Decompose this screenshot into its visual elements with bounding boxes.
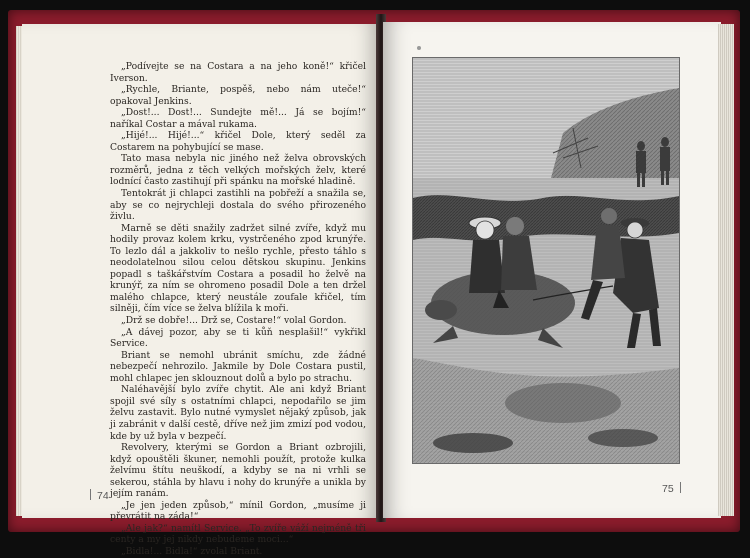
page-number-rule	[90, 489, 91, 500]
paragraph: „Je jen jeden způsob,“ mínil Gordon, „musíme ji převrátit na záda!“	[110, 499, 366, 523]
paragraph: „A dávej pozor, aby se ti kůň nesplašil!“ vykřikl Service.	[110, 326, 366, 350]
paragraph: „Hijé!... Hijé!...“ křičel Dole, který seděl za Costarem na pohybující se mase.	[110, 130, 366, 153]
paragraph: „Dost!... Dost!... Sundejte mě!... Já se bojím!“ naříkal Costar a mával rukama.	[110, 107, 366, 130]
paragraph: „Drž se dobře!... Drž se, Costare!“ volal Gordon.	[121, 315, 347, 327]
left-page-number-text: 74	[97, 490, 109, 502]
paragraph: „Rychle, Briante, pospěš, nebo nám uteče!“ opakoval Jenkins.	[110, 84, 366, 107]
left-page-text	[110, 61, 366, 558]
right-page-number	[662, 482, 681, 495]
right-page-number-text: 75	[662, 483, 674, 495]
paragraph: Revolvery, kterými se Gordon a Briant ozbrojili, když opouštěli škuner, nemohli použít, protože kulka želvímu štítu neuškodí, a kdyby se na ni vrhli se sekerou, stáhla by hlavu i nohy do krunýře a unikla by jejím ranám.	[110, 442, 366, 500]
turtle-illustration	[412, 57, 680, 464]
paragraph: Tentokrát ji chlapci zastihli na pobřeží a snažila se, aby se co nejrychleji dostala do svého přirozeného živlu.	[110, 188, 366, 223]
paragraph: Naléhavější bylo zvíře chytit. Ale ani když Briant spojil své síly s ostatními chlapci, nepodařilo se jim želvu zastavit. Bylo nutné vymyslet nějaký způsob, jak ji zabránit v další cestě, dříve než jim zmizí pod vodou, kde by už byla v bezpečí.	[110, 384, 366, 442]
paragraph: „Podívejte se na Costara a na jeho koně!“ křičel Iverson.	[110, 61, 366, 84]
turtle-head	[425, 300, 457, 320]
left-page-number	[90, 489, 109, 502]
page-number-rule	[680, 482, 681, 493]
paragraph: Marně se děti snažily zadržet silné zvíře, když mu hodily provaz kolem krku, vystrčeného zpod krunýře. To lezlo dál a jakkoliv to nešlo rychle, přesto táhlo s neodolatelnou silou celou dětskou skupinu. Jenkins popadl s taškářstvím Costara a posadil ho želvě na krunýř, za ním se ohromeno posadil Dole a ten držel malého chlapce, který neustále zoufale křičel, tím silněji, čím více se želva blížila k moři.	[110, 222, 366, 315]
page-edges	[718, 24, 734, 516]
print-speck	[417, 46, 421, 50]
paragraph: „Ale jak?“ namítl Service. „To zvíře váží nejméně tři centy a my jej nikdy nebudeme moci...“	[110, 522, 366, 546]
paragraph: Briant se nemohl ubránit smíchu, zde žádné nebezpečí nehrozilo. Jakmile by Dole Costara pustil, mohl chlapec jen sklouznout dolů a bylo po strachu.	[110, 349, 366, 384]
paragraph: Tato masa nebyla nic jiného než želva obrovských rozměrů, jedna z těch velkých mořských želv, které lodnící často zastihují při spánku na mořské hladině.	[110, 153, 366, 188]
engraving-image	[413, 58, 679, 463]
paragraph: „Bidla!... Bidla!“ zvolal Briant.	[121, 545, 263, 557]
